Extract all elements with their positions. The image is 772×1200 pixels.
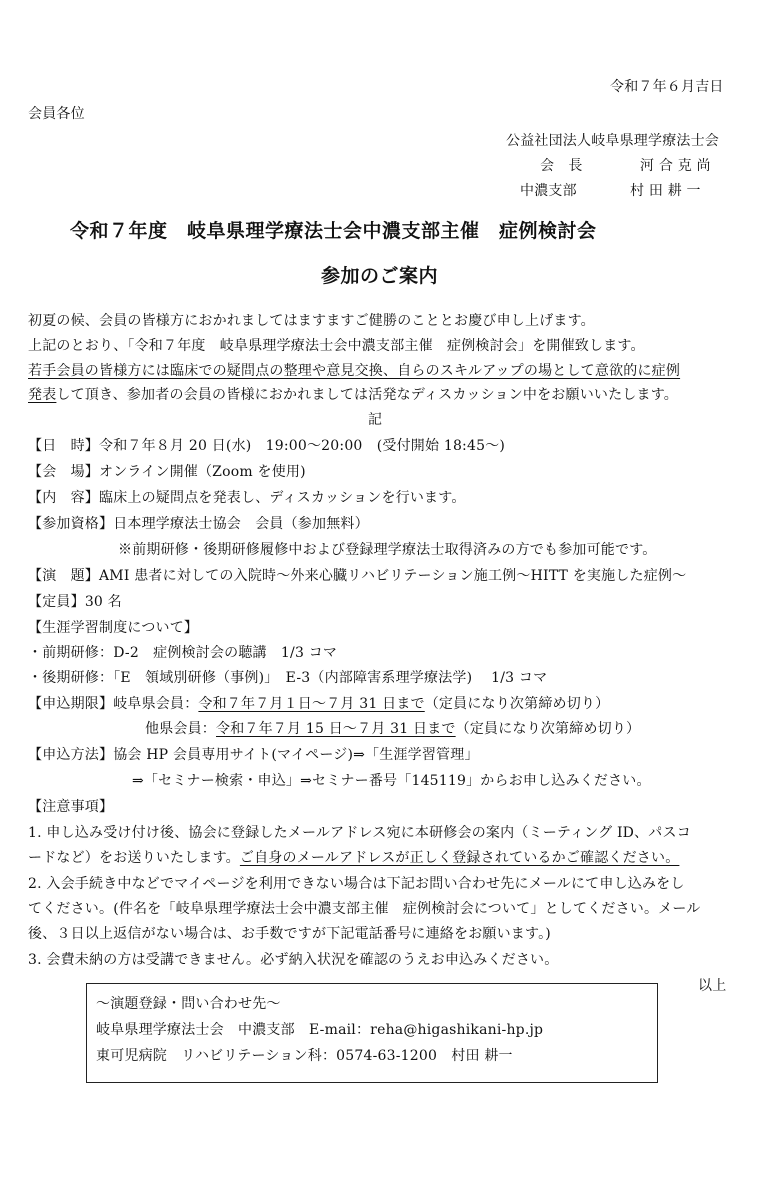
sender-title-president: 会 長 (540, 158, 583, 174)
detail-theme-value: AMI 患者に対しての入院時～外来心臓リハビリテーション施工例～HITT を実施した症例～ (99, 568, 687, 584)
intro-line-3-underlined: 若手会員の皆様方には臨床での疑問点の整理や意見交換、自らのスキルアップの場として意欲的に症例 (28, 363, 681, 379)
detail-deadline-gifu (28, 694, 609, 714)
contact-heading: ～演題登録・問い合わせ先～ (96, 996, 281, 1012)
intro-line-4-underlined: 発表 (28, 387, 57, 403)
intro-line-1: 初夏の候、会員の皆様方におかれましてはますますご健勝のこととお慶び申し上げます。 (28, 313, 595, 329)
document-subtitle: 参加のご案内 (321, 265, 439, 287)
note-2-line-2: てください。(件名を「岐阜県理学療法士会中濃支部主催 症例検討会について」としてください。メール (28, 901, 701, 917)
detail-method-label: 【申込方法】 (28, 747, 114, 763)
detail-date-label: 【日 時】 (28, 438, 99, 454)
sender-title-branch: 中濃支部 (520, 183, 577, 199)
detail-lifelong-label: 【生涯学習制度について】 (28, 620, 199, 636)
detail-qualification-note: ※前期研修・後期研修履修中および登録理学療法士取得済みの方でも参加可能です。 (118, 542, 657, 558)
detail-method-value-2: ⇒「セミナー検索・申込」⇒セミナー番号「145119」からお申し込みください。 (132, 773, 651, 789)
note-2-line-3: 後、３日以上返信がない場合は、お手数ですが下記電話番号に連絡をお願います。) (28, 926, 551, 942)
note-1-line-1: 1. 申し込み受け付け後、協会に登録したメールアドレス宛に本研修会の案内（ミーティング ID、パスコ (28, 825, 691, 841)
detail-theme-label: 【演 題】 (28, 568, 99, 584)
detail-date (28, 436, 505, 456)
detail-deadline-other (145, 719, 640, 739)
detail-content (28, 488, 466, 508)
document-title: 令和７年度 岐阜県理学療法士会中濃支部主催 症例検討会 (70, 220, 597, 242)
note-1-line-2 (28, 848, 679, 868)
detail-qualification (28, 514, 369, 534)
detail-qualification-label: 【参加資格】 (28, 516, 114, 532)
intro-line-4-rest: して頂き、参加者の会員の皆様におかれましては活発なディスカッション中をお願いいたします。 (56, 387, 678, 403)
detail-deadline-other-date: 令和７年７月 15 日～７月 31 日まで (216, 721, 456, 737)
ki-marker: 記 (368, 412, 383, 428)
note-1-line-2-plain: ードなど）をお送りいたします。 (28, 850, 240, 866)
detail-method (28, 745, 479, 765)
detail-theme (28, 566, 686, 586)
ijo-marker: 以上 (698, 978, 727, 994)
sender-organization: 公益社団法人岐阜県理学療法士会 (506, 133, 719, 149)
notes-label: 【注意事項】 (28, 799, 114, 815)
intro-line-2: 上記のとおり、「令和７年度 岐阜県理学療法士会中濃支部主催 症例検討会」を開催致します。 (28, 338, 645, 354)
sender-name-president: 河 合 克 尚 (640, 158, 711, 174)
issue-date: 令和７年６月吉日 (610, 79, 724, 95)
detail-lifelong-item-2: ・後期研修：「E 領域別研修（事例)」 E-3（内部障害系理学療法学) 1/3 コマ (28, 670, 548, 686)
detail-deadline-other-prefix: 他県会員： (145, 721, 216, 737)
detail-venue (28, 462, 306, 482)
detail-qualification-value: 日本理学療法士協会 会員（参加無料） (113, 516, 369, 532)
detail-content-value: 臨床上の疑問点を発表し、ディスカッションを行います。 (99, 490, 466, 506)
note-1-line-2-underlined: ご自身のメールアドレスが正しく登録されているかご確認ください。 (239, 850, 680, 866)
sender-name-branch: 村 田 耕 一 (630, 183, 701, 199)
note-2-line-1: 2. 入会手続き中などでマイページを利用できない場合は下記お問い合わせ先にメールにて申し込みをし (28, 876, 685, 892)
detail-deadline-gifu-date: 令和７年７月１日～７月 31 日まで (198, 696, 425, 712)
contact-line-1: 岐阜県理学療法士会 中濃支部 E-mail：reha@higashikani-hp.jp (96, 1022, 544, 1038)
detail-date-value: 令和７年８月 20 日(水) 19:00～20:00 (受付開始 18:45～) (99, 438, 506, 454)
detail-deadline-gifu-prefix: 岐阜県会員： (113, 696, 199, 712)
detail-venue-value: オンライン開催（Zoom を使用) (99, 464, 306, 480)
note-3: 3. 会費未納の方は受講できません。必ず納入状況を確認のうえお申込みください。 (28, 952, 559, 968)
detail-lifelong-item-1: ・前期研修：D-2 症例検討会の聴講 1/3 コマ (28, 645, 338, 661)
detail-capacity-value: 30 名 (84, 594, 122, 610)
detail-deadline-gifu-note: （定員になり次第締め切り） (424, 696, 610, 712)
detail-deadline-other-note: （定員になり次第締め切り） (455, 721, 641, 737)
detail-capacity (28, 592, 122, 612)
detail-method-value: 協会 HP 会員専用サイト(マイページ)⇒「生涯学習管理」 (113, 747, 479, 763)
intro-line-4 (28, 385, 678, 405)
contact-line-2: 東可児病院 リハビリテーション科：0574-63-1200 村田 耕一 (96, 1048, 513, 1064)
recipient: 会員各位 (28, 106, 85, 122)
detail-content-label: 【内 容】 (28, 490, 99, 506)
detail-capacity-label: 【定員】 (28, 594, 85, 610)
detail-deadline-label: 【申込期限】 (28, 696, 114, 712)
detail-venue-label: 【会 場】 (28, 464, 99, 480)
